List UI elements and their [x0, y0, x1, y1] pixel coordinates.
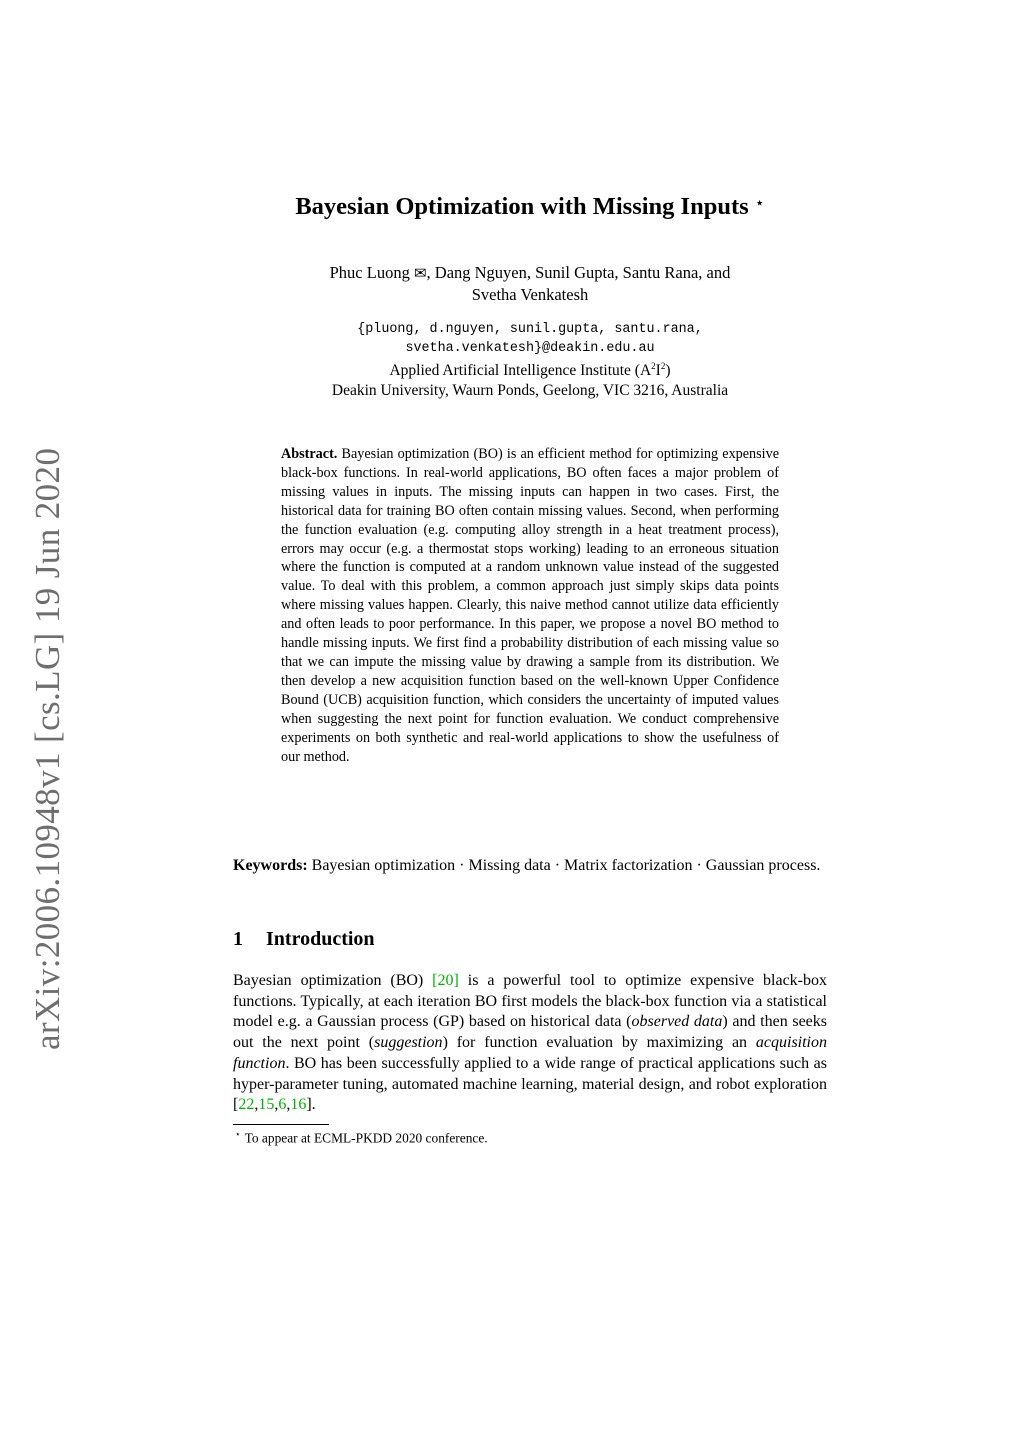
citation-link[interactable]: 15: [258, 1096, 275, 1114]
intro-text: Bayesian optimization (BO): [233, 972, 433, 989]
citation-link[interactable]: 16: [290, 1096, 307, 1114]
footnote-divider: [233, 1124, 329, 1125]
intro-text: is a powerful tool to optimize expensive black-box functions. Typically, at each iteration BO first models the black-box function via a statistical model e.g. a Gaussian process (GP) based on historical data (: [233, 972, 827, 1031]
title-text: Bayesian Optimization with Missing Inputs: [295, 193, 749, 220]
paper-title: [0, 193, 1024, 221]
other-authors: , Dang Nguyen, Sunil Gupta, Santu Rana, and: [426, 263, 731, 282]
affiliation-text: Applied Artificial Intelligence Institute (A: [389, 362, 652, 380]
footnote: [235, 1129, 488, 1146]
footnote-text: To appear at ECML-PKDD 2020 conference.: [244, 1130, 488, 1146]
citation-link[interactable]: 6: [278, 1096, 287, 1114]
authors-line-1: [0, 262, 1024, 284]
keywords-label: Keywords:: [233, 857, 308, 874]
citation-link[interactable]: 22: [238, 1096, 255, 1114]
intro-separator: ,: [286, 1096, 291, 1114]
intro-separator: ,: [274, 1096, 279, 1114]
intro-separator: ,: [254, 1096, 259, 1114]
author-emails: [0, 320, 1024, 358]
title-footnote-mark: ⋆: [754, 195, 765, 212]
affiliation-text-mid: I: [655, 362, 661, 380]
citation-link[interactable]: [20]: [432, 972, 459, 989]
introduction-paragraph: [233, 971, 827, 1116]
emails-line-1: {pluong, d.nguyen, sunil.gupta, santu.rana,: [357, 322, 703, 337]
keywords-text: Bayesian optimization · Missing data · Matrix factorization · Gaussian process.: [311, 857, 821, 874]
section-title: Introduction: [266, 928, 375, 950]
keywords: [233, 855, 827, 876]
affiliation-sup: 2: [660, 361, 666, 371]
affiliation-address: Deakin University, Waurn Ponds, Geelong, VIC 3216, Australia: [331, 381, 729, 399]
intro-text: ) for function evaluation by maximizing an: [442, 1034, 756, 1052]
intro-emphasis: suggestion: [374, 1034, 443, 1052]
intro-text: . BO has been successfully applied to a wide range of practical applications such as hyper-parameter tuning, automated machine learning, material design, and robot exploration [: [233, 1054, 827, 1114]
section-heading: [233, 928, 375, 951]
affiliation-text-end: ): [665, 362, 671, 380]
affiliation-institute: [0, 357, 1024, 381]
affiliation: [0, 357, 1024, 400]
abstract: [281, 445, 779, 766]
emails-line-2: svetha.venkatesh}@deakin.edu.au: [405, 341, 655, 356]
authors-line-2: Svetha Venkatesh: [471, 285, 589, 304]
affiliation-sup: 2: [651, 361, 656, 371]
envelope-icon: ✉: [413, 264, 427, 282]
abstract-text: Bayesian optimization (BO) is an efficient method for optimizing expensive black-box functions. In real-world applications, BO often faces a major problem of missing values in inputs. The missing inputs can happen in two cases. First, the historical data for training BO often contain missing values. Second, when performing the function evaluation (e.g. computing alloy strength in a heat treatment process), errors may occur (e.g. a thermostat stops working) leading to an erroneous situation where the function is computed at a random unknown value instead of the suggested value. To deal with this problem, a common approach just simply skips data points where missing values happen. Clearly, this naive method cannot utilize data efficiently and often leads to poor performance. In this paper, we propose a novel BO method to handle missing inputs. We first find a probability distribution of each missing value so that we can impute the missing value by drawing a sample from its distribution. We then develop a new acquisition function based on the well-known Upper Confidence Bound (UCB) acquisition function, which considers the uncertainty of imputed values when suggesting the next point for function evaluation. We conduct comprehensive experiments on both synthetic and real-world applications to show the usefulness of our method.: [281, 446, 779, 765]
intro-emphasis: acquisition function: [233, 1034, 827, 1072]
abstract-label: Abstract.: [281, 446, 338, 462]
arxiv-identifier: arXiv:2006.10948v1 [cs.LG] 19 Jun 2020: [28, 447, 67, 1050]
footnote-mark: ⋆: [235, 1129, 241, 1139]
intro-text: ) and then seeks out the next point (: [233, 1013, 828, 1052]
section-number: 1: [233, 928, 243, 950]
intro-emphasis: observed data: [631, 1013, 723, 1031]
author-list: [0, 262, 1024, 305]
first-author: Phuc Luong: [329, 263, 410, 282]
intro-text: ].: [306, 1096, 316, 1114]
